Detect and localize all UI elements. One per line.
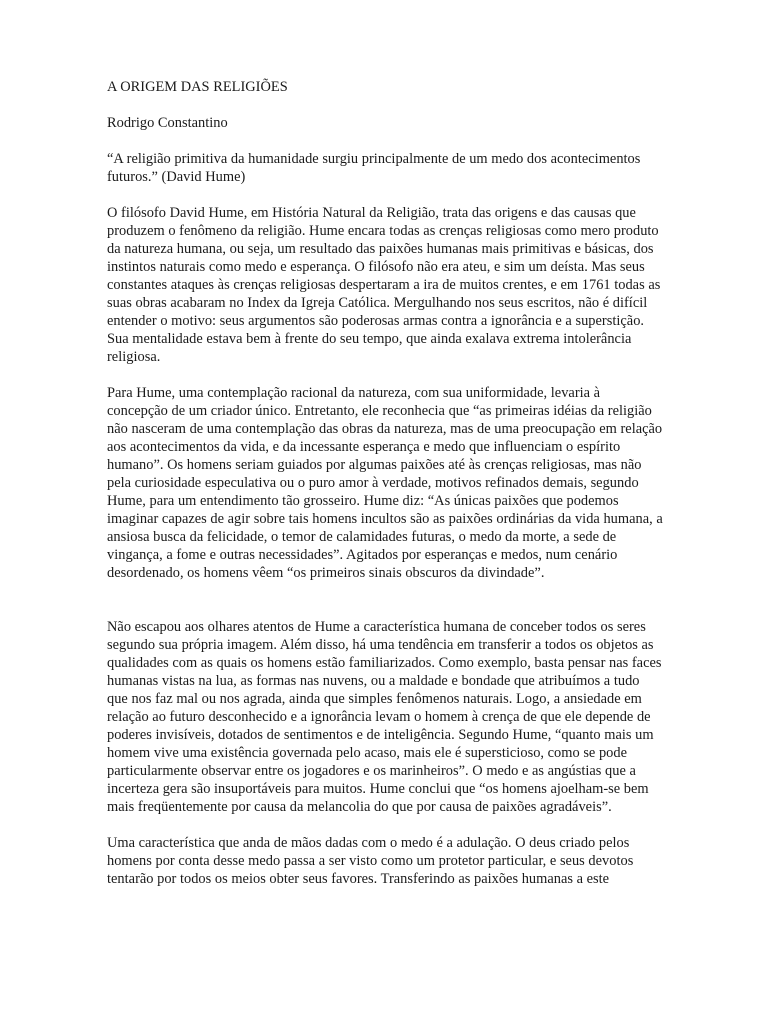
paragraph-2: Para Hume, uma contemplação racional da natureza, com sua uniformidade, levaria à concepção de um criador único. Entretanto, ele reconhecia que “as primeiras idéias da religião não nasceram de uma contemplação das obras da natureza, mas de uma preocupação em relação aos acontecimentos da vida, e da incessante esperança e medo que influenciam o espírito humano”. Os homens seriam guiados por algumas paixões até às crenças religiosas, mas não pela curiosidade especulativa ou o puro amor à verdade, motivos refinados demais, segundo Hume, para um entendimento tão grosseiro. Hume diz: “As únicas paixões que podemos imaginar capazes de agir sobre tais homens incultos são as paixões ordinárias da vida humana, a ansiosa busca da felicidade, o temor de calamidades futuras, o medo da morte, a sede de vingança, a fome e outras necessidades”. Agitados por esperanças e medos, num cenário desordenado, os homens vêem “os primeiros sinais obscuros da divindade”. — [107, 385, 663, 581]
epigraph-quote: “A religião primitiva da humanidade surgiu principalmente de um medo dos acontecimentos futuros.” (David Hume) — [107, 151, 641, 185]
paragraph-1: O filósofo David Hume, em História Natural da Religião, trata das origens e das causas que produzem o fenômeno da religião. Hume encara todas as crenças religiosas como mero produto da natureza humana, ou seja, um resultado das paixões humanas mais primitivas e básicas, dos instintos naturais como medo e esperança. O filósofo não era ateu, e sim um deísta. Mas seus constantes ataques às crenças religiosas despertaram a ira de muitos crentes, e em 1761 todas as suas obras acabaram no Index da Igreja Católica. Mergulhando nos seus escritos, não é difícil entender o motivo: seus argumentos são poderosas armas contra a ignorância e a superstição. Sua mentalidade estava bem à frente do seu tempo, que ainda exalava extrema intolerância religiosa. — [107, 205, 661, 365]
paragraph-3: Não escapou aos olhares atentos de Hume a característica humana de conceber todos os seres segundo sua própria imagem. Além disso, há uma tendência em transferir a todos os objetos as qualidades com as quais os homens estão familiarizados. Como exemplo, basta pensar nas faces humanas vistas na lua, as formas nas nuvens, ou a maldade e bondade que atribuímos a tudo que nos faz mal ou nos agrada, ainda que simples fenômenos naturais. Logo, a ansiedade em relação ao futuro desconhecido e a ignorância levam o homem à crença de que ele depende de poderes invisíveis, dotados de sentimentos e de inteligência. Segundo Hume, “quanto mais um homem vive uma existência governada pelo acaso, mais ele é supersticioso, como se pode particularmente observar entre os jogadores e os marinheiros”. O medo e as angústias que a incerteza gera são insuportáveis para muitos. Hume conclui que “os homens ajoelham-se bem mais freqüentemente por causa da melancolia do que por causa de paixões agradáveis”. — [107, 619, 662, 815]
document-author: Rodrigo Constantino — [107, 115, 228, 131]
document-page — [107, 78, 663, 888]
document-title: A ORIGEM DAS RELIGIÕES — [107, 79, 288, 95]
paragraph-4: Uma característica que anda de mãos dadas com o medo é a adulação. O deus criado pelos homens por conta desse medo passa a ser visto como um protetor particular, e seus devotos tentarão por todos os meios obter seus favores. Transferindo as paixões humanas a este — [107, 835, 634, 887]
